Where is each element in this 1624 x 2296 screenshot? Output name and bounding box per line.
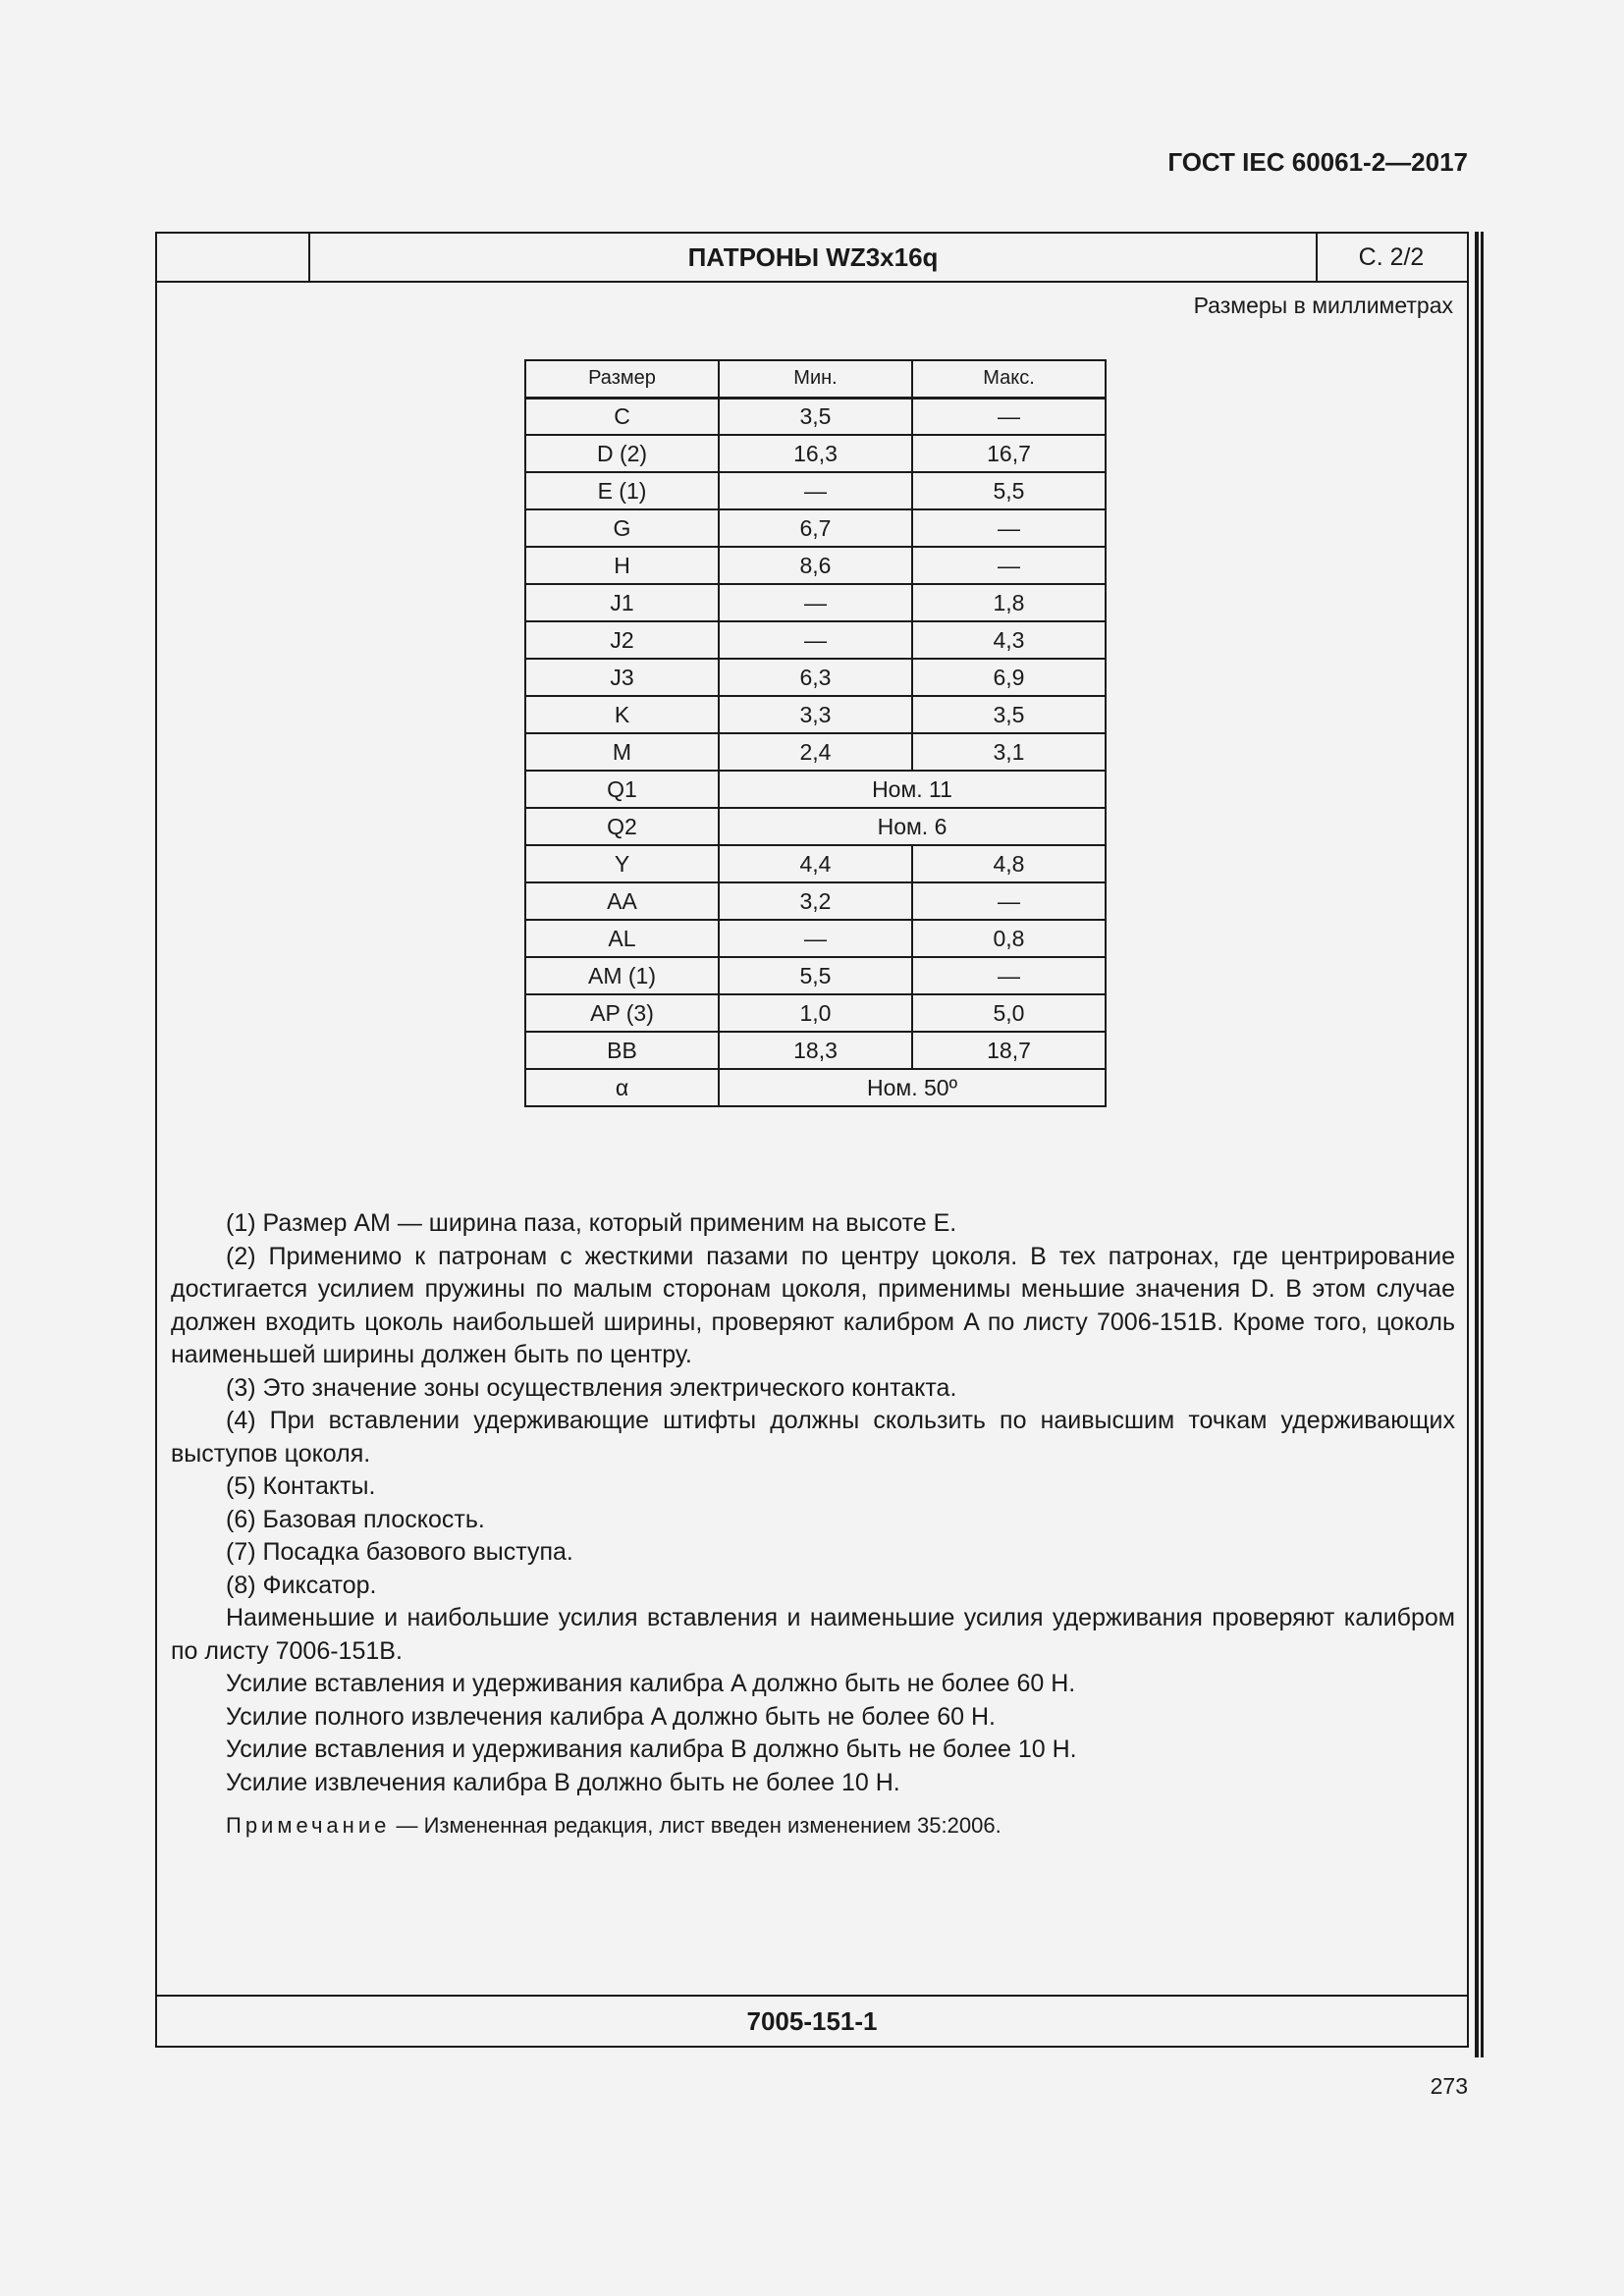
table-row bbox=[525, 882, 1106, 920]
cell-min: 16,3 bbox=[719, 435, 912, 472]
cell-size: C bbox=[525, 398, 719, 435]
table-row bbox=[525, 472, 1106, 509]
header-empty-cell bbox=[157, 234, 310, 281]
cell-max: 4,8 bbox=[912, 845, 1106, 882]
dimensions-table bbox=[524, 359, 1107, 1107]
cell-max: — bbox=[912, 957, 1106, 994]
cell-max: 0,8 bbox=[912, 920, 1106, 957]
cell-nominal: Ном. 50º bbox=[719, 1069, 1106, 1106]
note-item: Усилие вставления и удерживания калибра B должно быть не более 10 Н. bbox=[226, 1735, 1077, 1763]
cell-min: 4,4 bbox=[719, 845, 912, 882]
cell-min: 5,5 bbox=[719, 957, 912, 994]
note-item: (7) Посадка базового выступа. bbox=[226, 1538, 573, 1566]
table-header-row bbox=[525, 360, 1106, 398]
cell-nominal: Ном. 11 bbox=[719, 771, 1106, 808]
cell-size: Q1 bbox=[525, 771, 719, 808]
cell-min: 6,3 bbox=[719, 659, 912, 696]
cell-min: 2,4 bbox=[719, 733, 912, 771]
cell-min: 6,7 bbox=[719, 509, 912, 547]
table-row bbox=[525, 659, 1106, 696]
cell-size: AP (3) bbox=[525, 994, 719, 1032]
cell-max: 5,5 bbox=[912, 472, 1106, 509]
sheet-header bbox=[157, 234, 1467, 283]
table-row bbox=[525, 1069, 1106, 1106]
note-item: (4) При вставлении удерживающие штифты должны скользить по наивысшим точкам удерживающих выступов цоколя. bbox=[171, 1407, 1455, 1468]
table-row bbox=[525, 733, 1106, 771]
units-note: Размеры в миллиметрах bbox=[1193, 293, 1453, 318]
cell-max: 1,8 bbox=[912, 584, 1106, 621]
cell-size: M bbox=[525, 733, 719, 771]
cell-min: 3,3 bbox=[719, 696, 912, 733]
cell-size: Y bbox=[525, 845, 719, 882]
cell-nominal: Ном. 6 bbox=[719, 808, 1106, 845]
remark-label: Примечание bbox=[226, 1813, 391, 1838]
cell-size: BB bbox=[525, 1032, 719, 1069]
cell-size: J3 bbox=[525, 659, 719, 696]
table-row bbox=[525, 920, 1106, 957]
table-row bbox=[525, 771, 1106, 808]
cell-min: — bbox=[719, 472, 912, 509]
sheet-frame bbox=[155, 232, 1469, 2048]
cell-max: — bbox=[912, 398, 1106, 435]
note-item: (2) Применимо к патронам с жесткими пазами по центру цоколя. В тех патронах, где центрирование достигается усилием пружины по малым сторонам цоколя, применимы меньшие значения D. В этом случае должен входить цоколь наибольшей ширины, проверяют калибром A по листу 7006-151B. Кроме того, цоколь наименьшей ширины должен быть по центру. bbox=[171, 1242, 1455, 1368]
cell-min: 18,3 bbox=[719, 1032, 912, 1069]
column-header-min: Мин. bbox=[719, 360, 912, 398]
table-row bbox=[525, 547, 1106, 584]
table-row bbox=[525, 509, 1106, 547]
cell-size: D (2) bbox=[525, 435, 719, 472]
page-number: 273 bbox=[1430, 2073, 1468, 2099]
cell-max: 16,7 bbox=[912, 435, 1106, 472]
cell-min: — bbox=[719, 621, 912, 659]
note-item: Усилие вставления и удерживания калибра A должно быть не более 60 Н. bbox=[226, 1670, 1076, 1697]
cell-size: E (1) bbox=[525, 472, 719, 509]
cell-size: AM (1) bbox=[525, 957, 719, 994]
note-item: Усилие извлечения калибра B должно быть не более 10 Н. bbox=[226, 1768, 900, 1796]
cell-max: 5,0 bbox=[912, 994, 1106, 1032]
table-row bbox=[525, 808, 1106, 845]
cell-size: J1 bbox=[525, 584, 719, 621]
note-item: Наименьшие и наибольшие усилия вставления и наименьшие усилия удерживания проверяют калибром по листу 7006-151B. bbox=[171, 1604, 1455, 1665]
column-header-max: Макс. bbox=[912, 360, 1106, 398]
sheet-page-indicator: С. 2/2 bbox=[1358, 243, 1425, 271]
table-row bbox=[525, 845, 1106, 882]
table-row bbox=[525, 398, 1106, 435]
document-code: ГОСТ IEC 60061-2—2017 bbox=[1167, 147, 1468, 177]
cell-max: 4,3 bbox=[912, 621, 1106, 659]
cell-min: 8,6 bbox=[719, 547, 912, 584]
remark bbox=[171, 1809, 1455, 1842]
cell-size: J2 bbox=[525, 621, 719, 659]
frame-border-line bbox=[1481, 232, 1484, 2057]
cell-min: 1,0 bbox=[719, 994, 912, 1032]
note-item: (3) Это значение зоны осуществления электрического контакта. bbox=[226, 1373, 957, 1402]
note-item: (6) Базовая плоскость. bbox=[226, 1505, 485, 1533]
note-item: Усилие полного извлечения калибра A должно быть не более 60 Н. bbox=[226, 1702, 996, 1731]
table-row bbox=[525, 994, 1106, 1032]
cell-min: — bbox=[719, 584, 912, 621]
cell-size: H bbox=[525, 547, 719, 584]
cell-size: G bbox=[525, 509, 719, 547]
cell-max: 3,5 bbox=[912, 696, 1106, 733]
table-row bbox=[525, 584, 1106, 621]
cell-size: Q2 bbox=[525, 808, 719, 845]
cell-max: — bbox=[912, 882, 1106, 920]
note-item: (5) Контакты. bbox=[226, 1472, 376, 1500]
cell-size: α bbox=[525, 1069, 719, 1106]
cell-max: 3,1 bbox=[912, 733, 1106, 771]
cell-min: 3,5 bbox=[719, 398, 912, 435]
cell-size: AA bbox=[525, 882, 719, 920]
note-item: (8) Фиксатор. bbox=[226, 1571, 377, 1599]
column-header-size: Размер bbox=[525, 360, 719, 398]
remark-text: — Измененная редакция, лист введен изменением 35:2006. bbox=[390, 1813, 1001, 1838]
cell-size: AL bbox=[525, 920, 719, 957]
cell-size: K bbox=[525, 696, 719, 733]
table-row bbox=[525, 957, 1106, 994]
table-row bbox=[525, 621, 1106, 659]
table-row bbox=[525, 1032, 1106, 1069]
table-row bbox=[525, 435, 1106, 472]
frame-border-line bbox=[1475, 232, 1479, 2057]
cell-min: — bbox=[719, 920, 912, 957]
sheet-footer-code: 7005-151-1 bbox=[157, 1995, 1467, 2046]
notes-section bbox=[171, 1207, 1455, 1842]
note-item: (1) Размер AM — ширина паза, который применим на высоте E. bbox=[226, 1209, 957, 1237]
cell-max: 6,9 bbox=[912, 659, 1106, 696]
table-row bbox=[525, 696, 1106, 733]
cell-max: 18,7 bbox=[912, 1032, 1106, 1069]
cell-min: 3,2 bbox=[719, 882, 912, 920]
cell-max: — bbox=[912, 509, 1106, 547]
table-body bbox=[525, 398, 1106, 1106]
cell-max: — bbox=[912, 547, 1106, 584]
sheet-title: ПАТРОНЫ WZ3x16q bbox=[310, 234, 1318, 281]
